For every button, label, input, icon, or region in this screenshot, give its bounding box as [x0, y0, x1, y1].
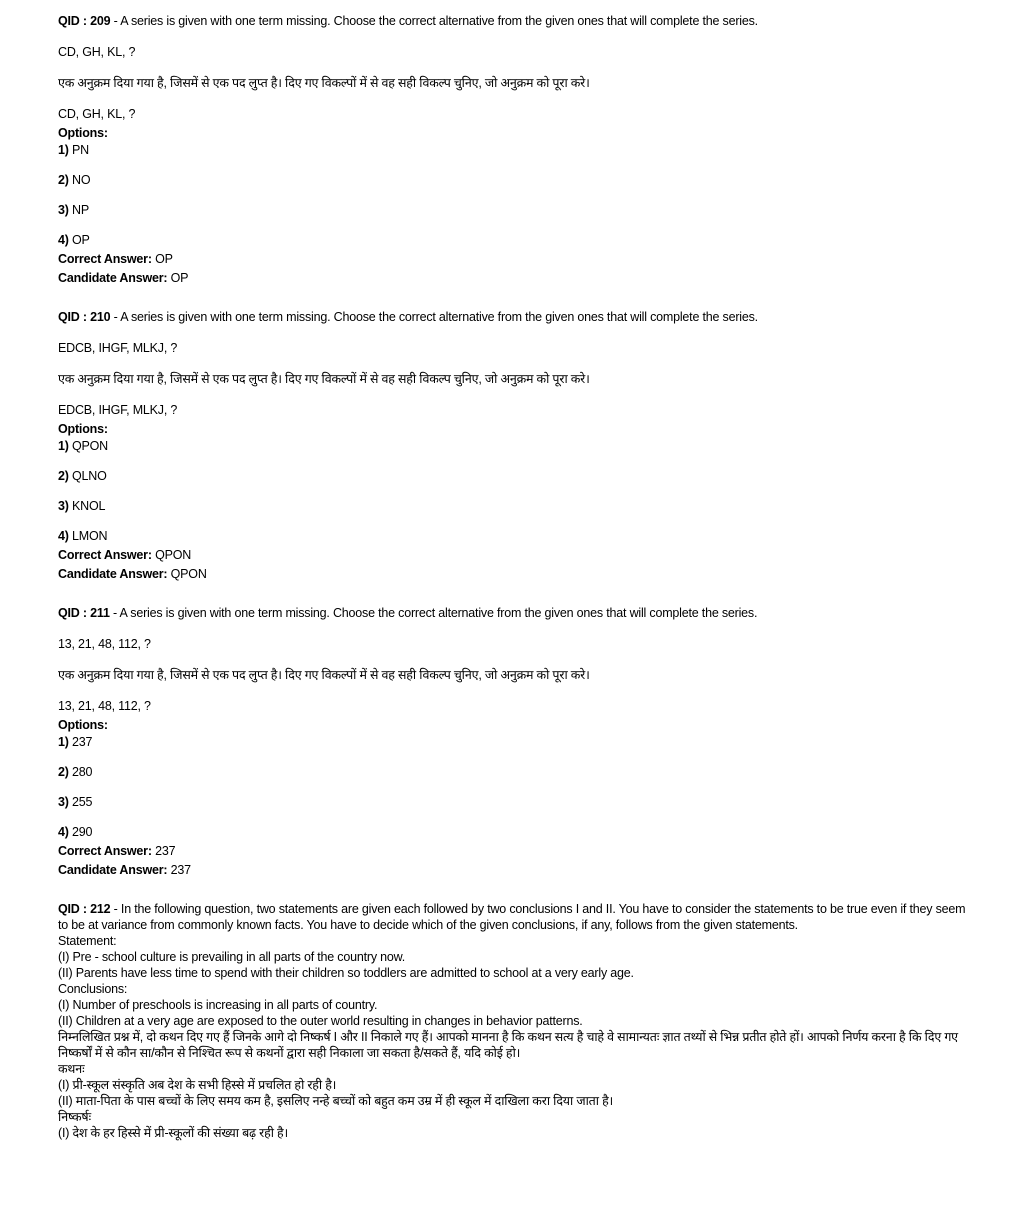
candidate-answer — [58, 862, 978, 879]
correct-text: 237 — [155, 844, 176, 858]
options-text: Options: — [58, 718, 108, 732]
v-text: NO — [72, 173, 91, 187]
candidate-text: Candidate Answer: — [58, 863, 168, 877]
correct-answer — [58, 251, 978, 268]
statement-label: Statement: — [58, 934, 117, 948]
n-text: 4) — [58, 825, 69, 839]
series: CD, GH, KL, ? — [58, 45, 136, 59]
correct-text: OP — [155, 252, 173, 266]
n-text: 3) — [58, 203, 69, 217]
v-text: QLNO — [72, 469, 107, 483]
qid-text: 211 — [90, 606, 110, 620]
v-text: 237 — [72, 735, 93, 749]
v-text: 280 — [72, 765, 93, 779]
options-label — [58, 125, 978, 142]
question-211 — [58, 605, 978, 879]
candidate-answer — [58, 270, 978, 287]
correct-text: Correct Answer: — [58, 548, 152, 562]
question-header — [58, 605, 978, 622]
candidate-text: Candidate Answer: — [58, 567, 168, 581]
conclusion-1: (I) Number of preschools is increasing in all parts of country. — [58, 998, 378, 1012]
hindi-conclusions-label: निष्कर्षः — [58, 1110, 91, 1124]
qid-text: 212 — [90, 902, 111, 916]
series: EDCB, IHGF, MLKJ, ? — [58, 341, 178, 355]
n-text: 2) — [58, 173, 69, 187]
statement-1: (I) Pre - school culture is prevailing in all parts of the country now. — [58, 950, 406, 964]
option-3 — [58, 498, 978, 515]
correct-text: Correct Answer: — [58, 252, 152, 266]
candidate-text: QPON — [170, 567, 207, 581]
v-text: LMON — [72, 529, 108, 543]
sep-text: - — [110, 902, 121, 916]
question-text: A series is given with one term missing. Choose the correct alternative from the given ones that will complete the series. — [120, 14, 758, 28]
qid-text: 210 — [90, 310, 111, 324]
n-text: 1) — [58, 143, 69, 157]
candidate-text: 237 — [170, 863, 191, 877]
options-text: Options: — [58, 422, 108, 436]
n-text: 4) — [58, 529, 69, 543]
hindi-question-text: निम्नलिखित प्रश्न में, दो कथन दिए गए हैं जिनके आगे दो निष्कर्ष I और II निकाले गए हैं। आपको मानना है कि कथन सत्य है चाहे वे सामान्यतः ज्ञात तथ्यों से भिन्न प्रतीत होते हों। आपको निर्णय करना है कि दिए गए निष्कर्षों में से कौन सा/कौन से निश्चित रूप से कथनों द्वारा सही निकाला जा सकता है/सकते हैं, यदि कोई हो। — [58, 1030, 958, 1060]
n-text: 4) — [58, 233, 69, 247]
question-header — [58, 309, 978, 326]
correct-answer — [58, 843, 978, 860]
v-text: QPON — [72, 439, 109, 453]
statement-2: (II) Parents have less time to spend with their children so toddlers are admitted to school at a very early age. — [58, 966, 634, 980]
qid-label: QID : — [58, 14, 87, 28]
option-1 — [58, 142, 978, 159]
options-label — [58, 717, 978, 734]
candidate-text: OP — [170, 271, 189, 285]
v-text: KNOL — [72, 499, 106, 513]
hindi-question-text: एक अनुक्रम दिया गया है, जिसमें से एक पद लुप्त है। दिए गए विकल्पों में से वह सही विकल्प चुनिए, जो अनुक्रम को पूरा करे। — [58, 76, 590, 90]
n-text: 2) — [58, 469, 69, 483]
question-text: In the following question, two statements are given each followed by two conclusions I and II. You have to consider the statements to be true even if they seem to be at variance from commonly known facts. You have to decide which of the given conclusions, if any, follows from the given statements. — [58, 902, 966, 932]
n-text: 2) — [58, 765, 69, 779]
hindi-question-text: एक अनुक्रम दिया गया है, जिसमें से एक पद लुप्त है। दिए गए विकल्पों में से वह सही विकल्प चुनिए, जो अनुक्रम को पूरा करे। — [58, 668, 590, 682]
n-text: 1) — [58, 735, 69, 749]
options-label — [58, 421, 978, 438]
v-text: 290 — [72, 825, 93, 839]
n-text: 3) — [58, 795, 69, 809]
question-header — [58, 901, 978, 933]
options-text: Options: — [58, 126, 108, 140]
series-hindi: EDCB, IHGF, MLKJ, ? — [58, 403, 178, 417]
correct-text: QPON — [155, 548, 192, 562]
candidate-answer — [58, 566, 978, 583]
option-4 — [58, 528, 978, 545]
question-text: A series is given with one term missing. Choose the correct alternative from the given ones that will complete the series. — [119, 606, 758, 620]
hindi-statement-label: कथनः — [58, 1062, 85, 1076]
n-text: 1) — [58, 439, 69, 453]
conclusion-2: (II) Children at a very age are exposed to the outer world resulting in changes in behavior patterns. — [58, 1014, 583, 1028]
correct-text: Correct Answer: — [58, 844, 152, 858]
hindi-conclusion-1: (I) देश के हर हिस्से में प्री-स्कूलों की संख्या बढ़ रही है। — [58, 1126, 288, 1140]
qid-number: 209 — [90, 14, 111, 28]
option-4 — [58, 824, 978, 841]
hindi-statement-1: (I) प्री-स्कूल संस्कृति अब देश के सभी हिस्से में प्रचलित हो रही है। — [58, 1078, 337, 1092]
option-2 — [58, 172, 978, 189]
option-2 — [58, 468, 978, 485]
option-1 — [58, 734, 978, 751]
qid-text: QID : — [58, 902, 87, 916]
candidate-text: Candidate Answer: — [58, 271, 168, 285]
series-hindi: CD, GH, KL, ? — [58, 107, 136, 121]
v-text: 255 — [72, 795, 93, 809]
qid-text: QID : — [58, 310, 87, 324]
v-text: PN — [72, 143, 89, 157]
v-text: NP — [72, 203, 89, 217]
question-header — [58, 13, 978, 30]
conclusions-label: Conclusions: — [58, 982, 128, 996]
hindi-question-text: एक अनुक्रम दिया गया है, जिसमें से एक पद लुप्त है। दिए गए विकल्पों में से वह सही विकल्प चुनिए, जो अनुक्रम को पूरा करे। — [58, 372, 590, 386]
correct-answer — [58, 547, 978, 564]
hindi-statement-2: (II) माता-पिता के पास बच्चों के लिए समय कम है, इसलिए नन्हे बच्चों को बहुत कम उम्र में ही स्कूल में दाखिला करा दिया जाता है। — [58, 1094, 614, 1108]
option-1 — [58, 438, 978, 455]
series-hindi: 13, 21, 48, 112, ? — [58, 699, 151, 713]
separator: - — [110, 14, 121, 28]
question-212 — [58, 901, 978, 1141]
qid-text: QID : — [58, 606, 87, 620]
series: 13, 21, 48, 112, ? — [58, 637, 151, 651]
sep-text: - — [109, 606, 120, 620]
n-text: 3) — [58, 499, 69, 513]
option-3 — [58, 202, 978, 219]
option-4 — [58, 232, 978, 249]
sep-text: - — [110, 310, 121, 324]
question-209 — [58, 13, 978, 287]
v-text: OP — [72, 233, 90, 247]
question-210 — [58, 309, 978, 583]
question-text: A series is given with one term missing. Choose the correct alternative from the given ones that will complete the series. — [120, 310, 758, 324]
option-3 — [58, 794, 978, 811]
option-2 — [58, 764, 978, 781]
